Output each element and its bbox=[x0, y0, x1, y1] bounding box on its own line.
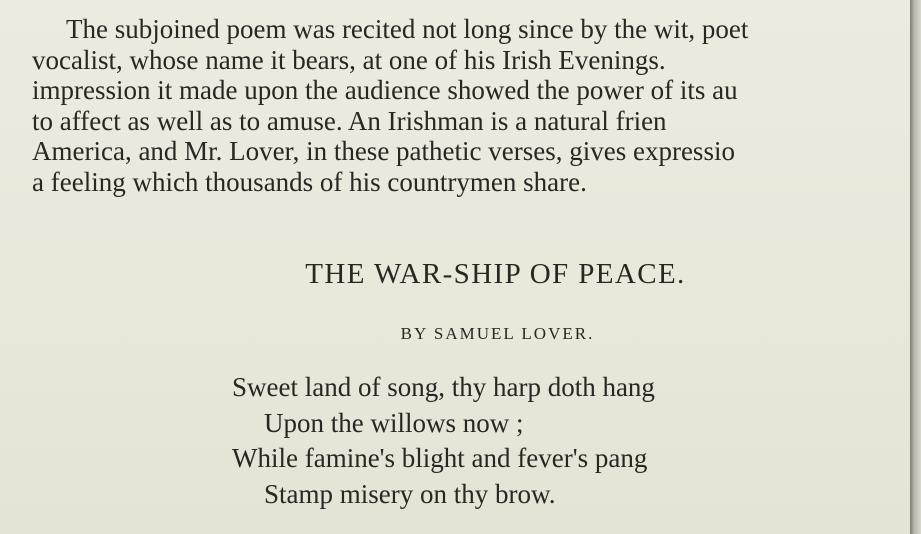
intro-line: a feeling which thousands of his countrymen share. bbox=[32, 166, 587, 197]
intro-line: America, and Mr. Lover, in these pathetic verses, gives expressio bbox=[32, 136, 735, 166]
intro-paragraph bbox=[0, 14, 910, 197]
poem-verse: While famine's blight and fever's pang bbox=[232, 443, 648, 473]
intro-line: to affect as well as to amuse. An Irishman is a natural frien bbox=[32, 105, 667, 136]
poem-verse: Upon the willows now ; bbox=[264, 407, 524, 438]
intro-line: impression it made upon the audience showed the power of its au bbox=[32, 75, 738, 105]
intro-line: vocalist, whose name it bears, at one of his Irish Evenings. bbox=[32, 44, 666, 75]
poem-stanza bbox=[0, 370, 910, 512]
intro-line: The subjoined poem was recited not long since by the wit, poet bbox=[66, 14, 749, 44]
poem-title: THE WAR-SHIP OF PEACE. bbox=[305, 258, 686, 290]
poem-byline: BY SAMUEL LOVER. bbox=[400, 324, 595, 343]
poem-verse: Stamp misery on thy brow. bbox=[264, 478, 556, 509]
poem-verse: Sweet land of song, thy harp doth hang bbox=[232, 372, 655, 402]
page-edge bbox=[910, 0, 921, 534]
